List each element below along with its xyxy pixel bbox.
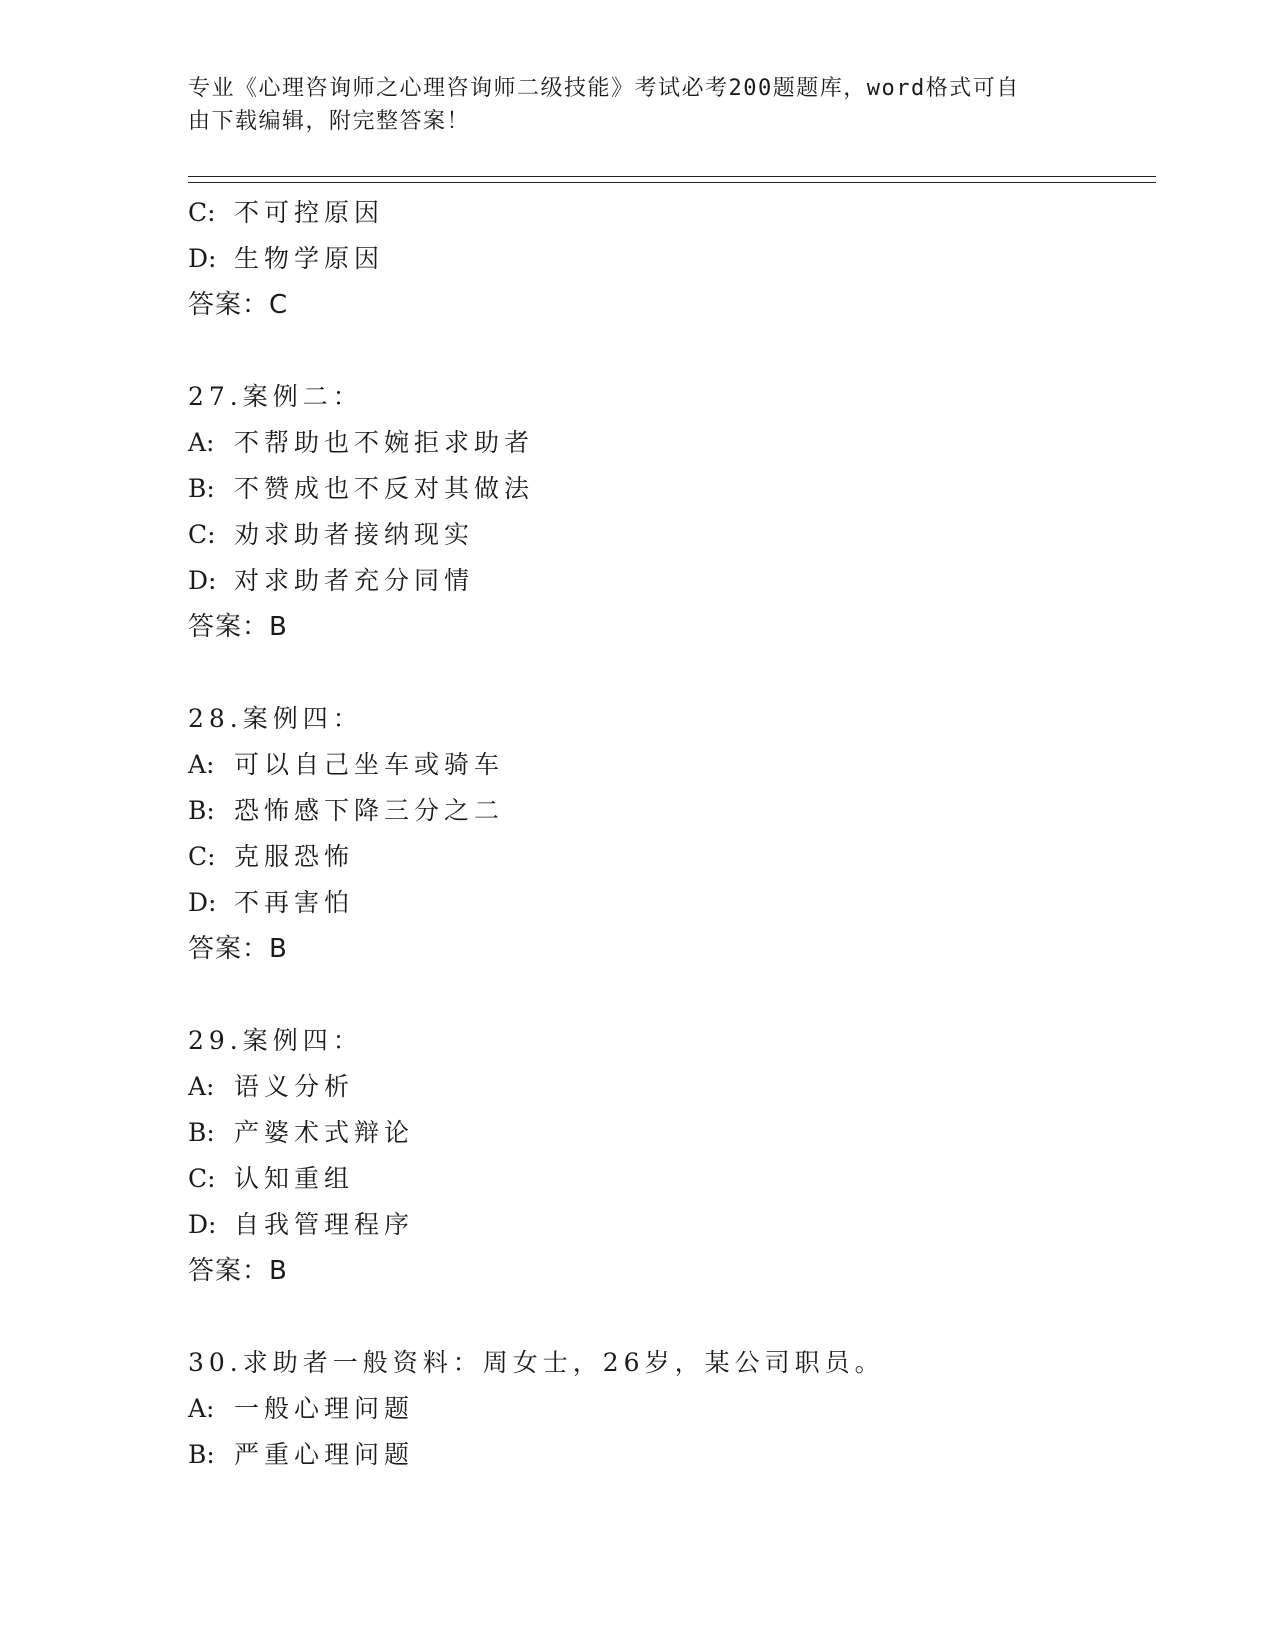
option-text: 生物学原因	[234, 244, 385, 273]
option-label: A:	[188, 428, 215, 457]
option-label: B:	[188, 1440, 215, 1469]
question-28	[188, 696, 1148, 972]
question-title: 27.案例二：	[188, 382, 363, 411]
option-label: B:	[188, 796, 215, 825]
option-text: 克服恐怖	[234, 842, 355, 871]
option-text: 不帮助也不婉拒求助者	[234, 428, 535, 457]
option-text: 对求助者充分同情	[234, 566, 475, 595]
option-a	[188, 742, 1148, 788]
header-line-2: 由下载编辑，附完整答案！	[188, 109, 471, 134]
option-a	[188, 1064, 1148, 1110]
header-line-1: 专业《心理咨询师之心理咨询师二级技能》考试必考200题题库，word格式可自	[188, 76, 1020, 101]
option-d	[188, 1202, 1148, 1248]
answer-line: 答案：C	[188, 290, 289, 320]
option-label: C:	[188, 198, 216, 227]
option-text: 恐怖感下降三分之二	[234, 796, 505, 825]
option-text: 不赞成也不反对其做法	[234, 474, 535, 503]
option-label: D:	[188, 1210, 217, 1239]
option-label: C:	[188, 842, 216, 871]
option-text: 认知重组	[234, 1164, 355, 1193]
option-text: 语义分析	[234, 1072, 355, 1101]
option-a	[188, 420, 1148, 466]
option-label: B:	[188, 474, 215, 503]
document-header	[188, 72, 1068, 138]
option-c	[188, 834, 1148, 880]
option-label: D:	[188, 888, 217, 917]
header-divider-bottom	[188, 182, 1156, 183]
option-text: 一般心理问题	[234, 1394, 415, 1423]
option-d	[188, 236, 1148, 282]
option-c	[188, 1156, 1148, 1202]
option-text: 可以自己坐车或骑车	[234, 750, 505, 779]
question-30	[188, 1340, 1148, 1478]
question-title: 30.求助者一般资料：周女士，26岁，某公司职员。	[188, 1348, 885, 1377]
option-b	[188, 1110, 1148, 1156]
option-label: B:	[188, 1118, 215, 1147]
question-list	[188, 190, 1148, 1478]
option-label: C:	[188, 1164, 216, 1193]
option-text: 不可控原因	[234, 198, 385, 227]
option-d	[188, 558, 1148, 604]
option-label: A:	[188, 1072, 215, 1101]
option-label: C:	[188, 520, 216, 549]
question-title: 29.案例四：	[188, 1026, 363, 1055]
option-b	[188, 466, 1148, 512]
option-c	[188, 512, 1148, 558]
option-label: D:	[188, 566, 217, 595]
answer-line: 答案：B	[188, 612, 288, 642]
question-29	[188, 1018, 1148, 1294]
option-text: 自我管理程序	[234, 1210, 415, 1239]
answer-line: 答案：B	[188, 934, 288, 964]
question-title: 28.案例四：	[188, 704, 363, 733]
header-divider-top	[188, 176, 1156, 177]
option-d	[188, 880, 1148, 926]
answer-line: 答案：B	[188, 1256, 288, 1286]
option-b	[188, 788, 1148, 834]
question-26-continued	[188, 190, 1148, 328]
option-b	[188, 1432, 1148, 1478]
option-label: D:	[188, 244, 217, 273]
option-text: 不再害怕	[234, 888, 355, 917]
option-label: A:	[188, 1394, 215, 1423]
question-27	[188, 374, 1148, 650]
option-text: 严重心理问题	[234, 1440, 415, 1469]
option-text: 产婆术式辩论	[234, 1118, 415, 1147]
option-label: A:	[188, 750, 215, 779]
option-c	[188, 190, 1148, 236]
option-a	[188, 1386, 1148, 1432]
option-text: 劝求助者接纳现实	[234, 520, 475, 549]
